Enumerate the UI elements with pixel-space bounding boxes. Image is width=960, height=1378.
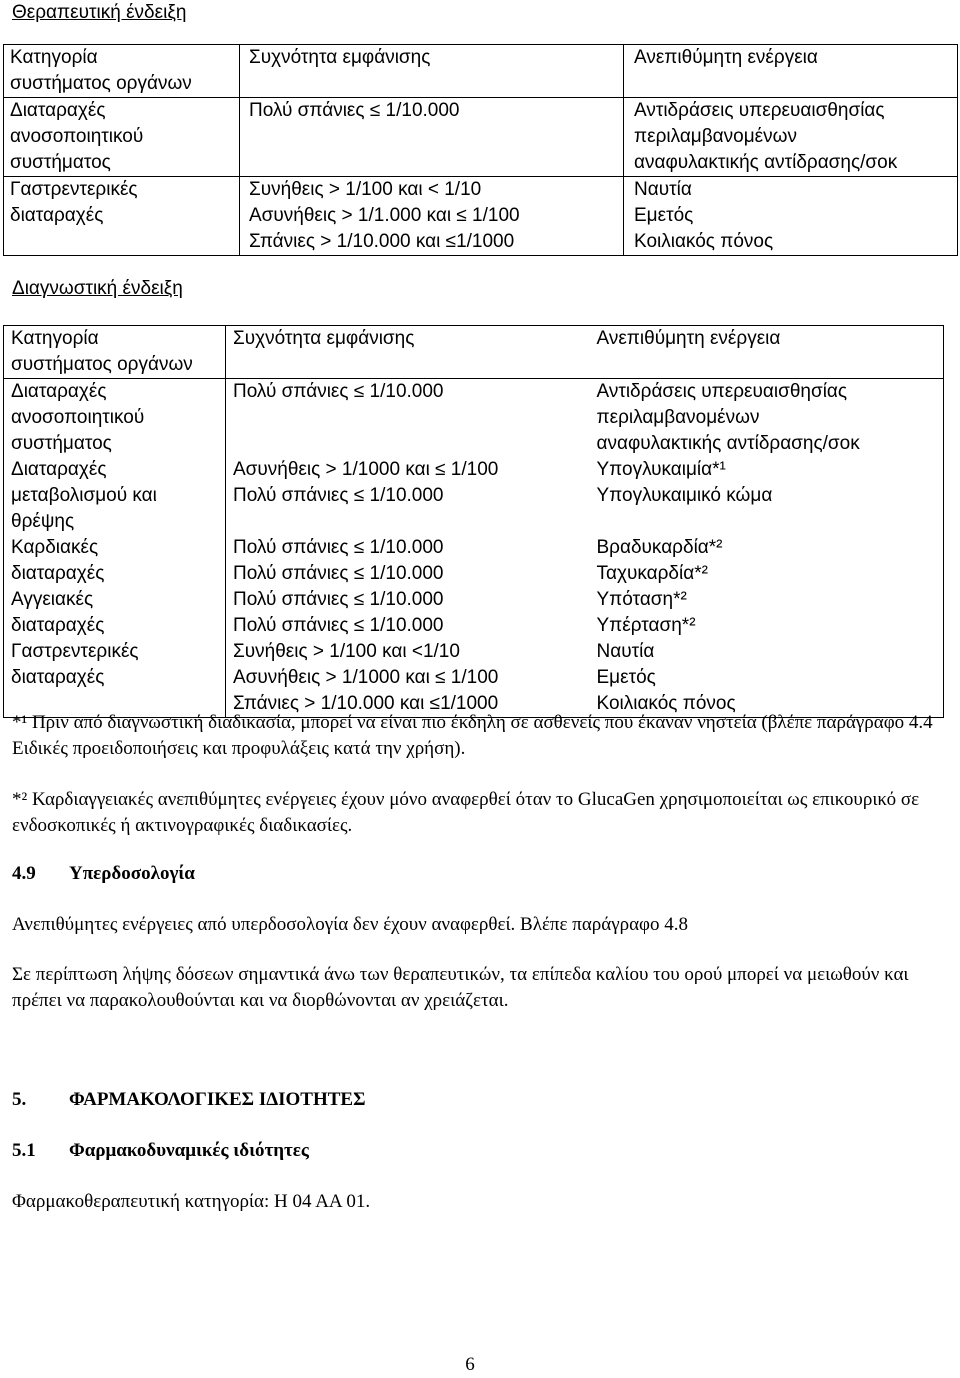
table-cell: Διαταραχές ανοσοποιητικού συστήματος (4, 379, 226, 458)
diagnostic-heading: Διαγνωστική ένδειξη (12, 278, 183, 299)
overdose-paragraph-1: Ανεπιθύμητες ενέργειες από υπερδοσολογία δεν έχουν αναφερθεί. Βλέπε παράγραφο 4.8 (12, 914, 689, 935)
table-header-row (4, 326, 944, 379)
header-cell: Κατηγορία συστήματος οργάνων (4, 326, 226, 379)
section-title: Φαρμακοδυναμικές ιδιότητες (69, 1140, 309, 1161)
table-cell: Διαταραχές μεταβολισμού και θρέψης (4, 457, 226, 535)
page-number: 6 (465, 1354, 475, 1375)
table-row (4, 98, 958, 177)
table-cell: Ναυτία Εμετός Κοιλιακός πόνος (624, 177, 958, 256)
table-cell: Υπογλυκαιμία*¹ Υπογλυκαιμικό κώμα (596, 459, 773, 506)
footnote-hypoglycemia: *¹ Πριν από διαγνωστική διαδικασία, μπορεί να είναι πιο έκδηλη σε ασθενείς που έκαναν νηστεία (βλέπε παράγραφο 4.4 Ειδικές προειδοποιήσεις και προφυλάξεις κατά την χρήση). (12, 712, 933, 759)
table-cell: Αντιδράσεις υπερευαισθησίας περιλαμβανομένων αναφυλακτικής αντίδρασης/σοκ (596, 381, 860, 454)
table-cell: Συνήθεις > 1/100 και < 1/10 Ασυνήθεις > 1/1.000 και ≤ 1/100 Σπάνιες > 1/10.000 και ≤1/1000 (240, 177, 624, 256)
table-cell: Γαστρεντερικές διαταραχές (4, 177, 240, 256)
section-4-9-heading (12, 861, 952, 887)
table-row (4, 535, 944, 587)
therapeutic-table (3, 44, 958, 256)
table-row (4, 457, 944, 535)
table-cell: Πολύ σπάνιες ≤ 1/10.000 Πολύ σπάνιες ≤ 1/10.000 (233, 589, 444, 636)
section-number: 5. (12, 1089, 27, 1110)
header-cell: Ανεπιθύμητη ενέργεια (590, 326, 944, 379)
footnote-cardiovascular: *² Καρδιαγγειακές ανεπιθύμητες ενέργειες έχουν μόνο αναφερθεί όταν το GlucaGen χρησιμοποιείται ως επικουρικό σε ενδοσκοπικές ή ακτινογραφικές διαδικασίες. (12, 789, 920, 836)
table-row (4, 379, 944, 458)
header-cell: Συχνότητα εμφάνισης (240, 45, 624, 98)
section-5-heading (12, 1087, 952, 1113)
header-cell: Ανεπιθύμητη ενέργεια (624, 45, 958, 98)
section-number: 5.1 (12, 1140, 36, 1161)
section-number: 4.9 (12, 863, 36, 884)
therapeutic-heading: Θεραπευτική ένδειξη (12, 2, 187, 23)
section-title: ΦΑΡΜΑΚΟΛΟΓΙΚΕΣ ΙΔΙΟΤΗΤΕΣ (69, 1089, 366, 1110)
header-cell: Κατηγορία συστήματος οργάνων (4, 45, 240, 98)
section-title: Υπερδοσολογία (69, 863, 195, 884)
header-cell: Συχνότητα εμφάνισης (226, 326, 590, 379)
table-header-row (4, 45, 958, 98)
table-cell: Γαστρεντερικές διαταραχές (4, 639, 226, 718)
diagnostic-table (3, 325, 944, 718)
table-cell: Πολύ σπάνιες ≤ 1/10.000 Πολύ σπάνιες ≤ 1/10.000 (233, 537, 444, 584)
table-cell: Αγγειακές διαταραχές (4, 587, 226, 639)
overdose-paragraph-2: Σε περίπτωση λήψης δόσεων σημαντικά άνω των θεραπευτικών, τα επίπεδα καλίου του ορού μπορεί να μειωθούν και πρέπει να παρακολουθούνται και να διορθώνονται αν χρειάζεται. (12, 964, 909, 1011)
table-cell: Υπόταση*² Υπέρταση*² (596, 589, 696, 636)
table-row (4, 587, 944, 639)
table-cell: Αντιδράσεις υπερευαισθησίας περιλαμβανομένων αναφυλακτικής αντίδρασης/σοκ (624, 98, 958, 177)
table-cell: Συνήθεις > 1/100 και <1/10 Ασυνήθεις > 1/1000 και ≤ 1/100 Σπάνιες > 1/10.000 και ≤1/1000 (233, 641, 499, 714)
table-cell: Πολύ σπάνιες ≤ 1/10.000 (240, 98, 624, 177)
table-cell: Καρδιακές διαταραχές (4, 535, 226, 587)
table-row (4, 639, 944, 718)
table-row (4, 177, 958, 256)
pharmacotherapeutic-category: Φαρμακοθεραπευτική κατηγορία: H 04 AA 01. (12, 1191, 371, 1212)
table-cell: Βραδυκαρδία*² Ταχυκαρδία*² (596, 537, 723, 584)
table-cell: Διαταραχές ανοσοποιητικού συστήματος (4, 98, 240, 177)
table-cell: Ναυτία Εμετός Κοιλιακός πόνος (596, 641, 736, 714)
section-5-1-heading (12, 1138, 952, 1164)
table-cell: Πολύ σπάνιες ≤ 1/10.000 (233, 381, 444, 402)
table-cell: Ασυνήθεις > 1/1000 και ≤ 1/100 Πολύ σπάνιες ≤ 1/10.000 (233, 459, 499, 506)
